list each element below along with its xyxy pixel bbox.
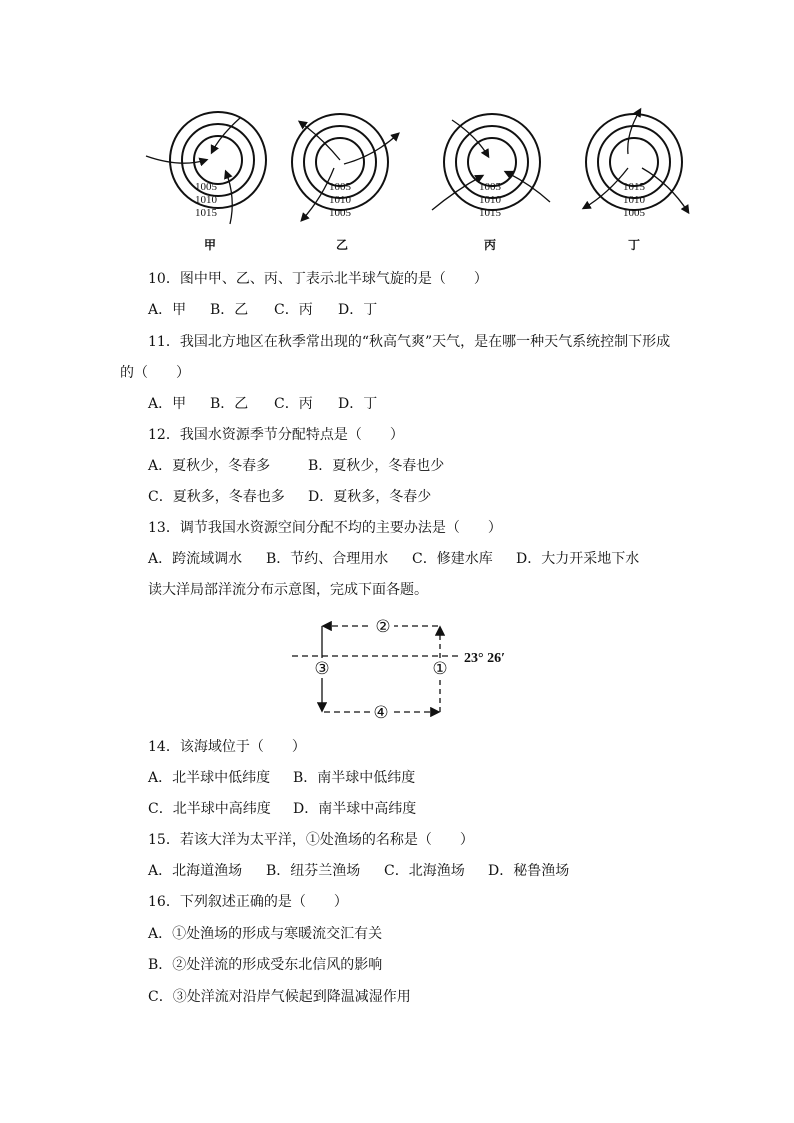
option-c[interactable]: C．北半球中高纬度 (148, 801, 271, 817)
option-a[interactable]: A．北海道渔场 (148, 863, 243, 879)
diagram-caption-jia: 甲 (203, 238, 216, 252)
isobar-label: 1015 (623, 181, 645, 193)
option-d[interactable]: D．丁 (338, 396, 378, 412)
isobar-label: 1015 (479, 207, 501, 219)
question-15-options (148, 862, 569, 880)
option-a[interactable]: A．甲 (148, 396, 187, 412)
isobar-label: 1010 (479, 194, 501, 206)
isobar-label: 1005 (329, 207, 351, 219)
isobar-diagram-bing (426, 106, 556, 231)
option-b[interactable]: B．节约、合理用水 (266, 551, 389, 567)
isobar-label: 1005 (329, 181, 351, 193)
question-16-option-c[interactable]: C．③处洋流对沿岸气候起到降温减湿作用 (148, 989, 411, 1005)
question-11-stem-line1: 11．我国北方地区在秋季常出现的“秋高气爽”天气，是在哪一种天气系统控制下形成 (148, 334, 671, 350)
option-a[interactable]: A．甲 (148, 302, 187, 318)
isobar-label: 1005 (623, 207, 645, 219)
option-a[interactable]: A．跨流域调水 (148, 551, 243, 567)
latitude-label: 23° 26′ (464, 651, 506, 666)
option-c[interactable]: C．修建水库 (412, 551, 493, 567)
option-b[interactable]: B．夏秋少，冬春也少 (308, 458, 445, 474)
ocean-current-diagram (288, 612, 538, 722)
question-11-options (148, 395, 377, 413)
question-13-options (148, 550, 639, 568)
question-10-stem: 10．图中甲、乙、丙、丁表示北半球气旋的是（ ） (148, 271, 488, 287)
option-d[interactable]: D．南半球中高纬度 (293, 801, 417, 817)
diagram-caption-yi: 乙 (335, 238, 348, 252)
question-16-stem: 16．下列叙述正确的是（ ） (148, 894, 348, 910)
marker-2: ② (375, 617, 391, 636)
option-b[interactable]: B．南半球中低纬度 (293, 770, 416, 786)
question-15-stem: 15．若该大洋为太平洋，①处渔场的名称是（ ） (148, 832, 474, 848)
option-a[interactable]: A．夏秋少，冬春多 (148, 458, 271, 474)
marker-3: ③ (314, 659, 330, 678)
isobar-label: 1010 (623, 194, 645, 206)
isobar-label: 1005 (479, 181, 501, 193)
option-d[interactable]: D．秘鲁渔场 (488, 863, 570, 879)
question-11-stem-line2: 的（ ） (120, 365, 190, 381)
option-b[interactable]: B．乙 (210, 302, 249, 318)
option-c[interactable]: C．丙 (274, 396, 313, 412)
question-12-options-row1 (148, 457, 444, 475)
marker-1: ① (432, 659, 448, 678)
isobar-label: 1015 (195, 207, 217, 219)
option-d[interactable]: D．夏秋多，冬春少 (308, 489, 432, 505)
isobar-diagram-yi (282, 108, 412, 233)
option-c[interactable]: C．丙 (274, 302, 313, 318)
option-c[interactable]: C．北海渔场 (384, 863, 465, 879)
option-b[interactable]: B．乙 (210, 396, 249, 412)
diagram-caption-bing: 丙 (483, 238, 496, 252)
question-10-options (148, 301, 377, 319)
reading-intro: 读大洋局部洋流分布示意图，完成下面各题。 (148, 582, 428, 598)
question-14-options-row2 (148, 800, 416, 818)
question-16-option-a[interactable]: A．①处渔场的形成与寒暖流交汇有关 (148, 926, 383, 942)
isobar-diagram-ding (572, 104, 696, 229)
option-d[interactable]: D．大力开采地下水 (516, 551, 640, 567)
isobar-label: 1010 (195, 194, 217, 206)
question-14-options-row1 (148, 769, 415, 787)
question-12-options-row2 (148, 488, 431, 506)
question-12-stem: 12．我国水资源季节分配特点是（ ） (148, 427, 404, 443)
isobar-label: 1005 (195, 181, 217, 193)
question-16-option-b[interactable]: B．②处洋流的形成受东北信风的影响 (148, 957, 383, 973)
marker-4: ④ (373, 703, 389, 722)
option-b[interactable]: B．纽芬兰渔场 (266, 863, 361, 879)
option-c[interactable]: C．夏秋多，冬春也多 (148, 489, 285, 505)
option-a[interactable]: A．北半球中低纬度 (148, 770, 271, 786)
isobar-diagram-jia (140, 108, 270, 233)
question-14-stem: 14．该海域位于（ ） (148, 739, 306, 755)
diagram-caption-ding: 丁 (627, 238, 640, 252)
isobar-label: 1010 (329, 194, 351, 206)
question-13-stem: 13．调节我国水资源空间分配不均的主要办法是（ ） (148, 520, 502, 536)
option-d[interactable]: D．丁 (338, 302, 378, 318)
